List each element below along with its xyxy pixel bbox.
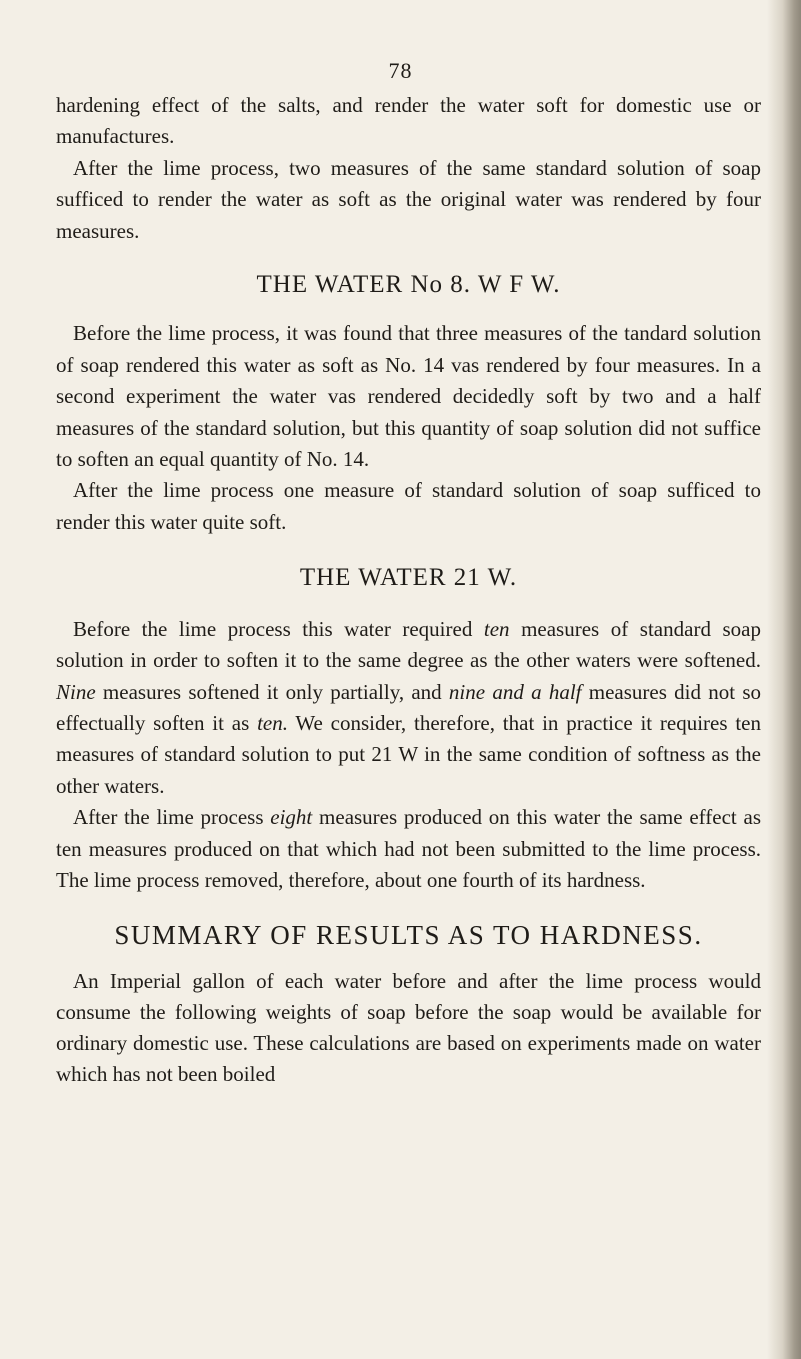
paragraph-continuation: hardening effect of the salts, and render the water soft for domestic use or manufactures. xyxy=(56,93,761,149)
text-run: measures of standard soap solution in order to soften it to the same degree as the other waters were softened. xyxy=(56,616,761,673)
text-run: measures softened it only partially, and xyxy=(95,679,449,704)
paragraph-before-lime-8: Before the lime process, it was found that three measures of the tandard solution of soap rendered this water as soft as No. 14 vas rendered by four measures. In a second experiment the water vas rendered decidedly soft by two and a half measures of the standard solution, but this quantity of soap solution did not suffice to soften an equal quantity of No. 14. xyxy=(56,321,761,472)
text-run: Before the lime process this water required xyxy=(73,616,484,641)
text-run: We consider, therefore, that in practice it requires ten measures of standard solution to put 21 W in the same condition of softness as the other waters. xyxy=(56,710,761,798)
italic-run: ten. xyxy=(257,710,288,735)
page-edge-shadow xyxy=(767,0,801,1359)
section-heading-summary: SUMMARY OF RESULTS AS TO HARDNESS. xyxy=(114,920,703,951)
italic-run: nine and a half xyxy=(448,679,582,704)
text-run: measures produced on this water the same effect as ten measures produced on that which had not been submitted to the lime process. The lime process removed, therefore, about one fourth of its hardness. xyxy=(56,805,761,892)
text-run: measures did not so effectually soften it as xyxy=(56,679,761,735)
paragraph-after-lime-process: After the lime process, two measures of the same standard solution of soap sufficed to render the water as soft as the original water was rendered by four measures. xyxy=(56,155,761,243)
section-heading-water-21: THE WATER 21 W. xyxy=(299,564,518,592)
paragraph-after-lime-21 xyxy=(56,802,761,896)
section-heading-water-8: THE WATER No 8. W F W. xyxy=(256,271,561,299)
page-number: 78 xyxy=(388,58,413,83)
paragraph-after-lime-8: After the lime process one measure of standard solution of soap sufficed to render this water quite soft. xyxy=(56,478,761,534)
italic-run: eight xyxy=(270,805,313,830)
paragraph-before-lime-21 xyxy=(56,614,761,802)
italic-run: ten xyxy=(483,616,510,641)
page-body xyxy=(56,90,761,1090)
paragraph-summary: An Imperial gallon of each water before and after the lime process would consume the following weights of soap before the soap would be available for ordinary domestic use. These calculations are based on experiments made on water which has not been boiled xyxy=(56,968,761,1086)
text-run: After the lime process xyxy=(73,805,271,830)
italic-run: Nine xyxy=(56,679,96,704)
